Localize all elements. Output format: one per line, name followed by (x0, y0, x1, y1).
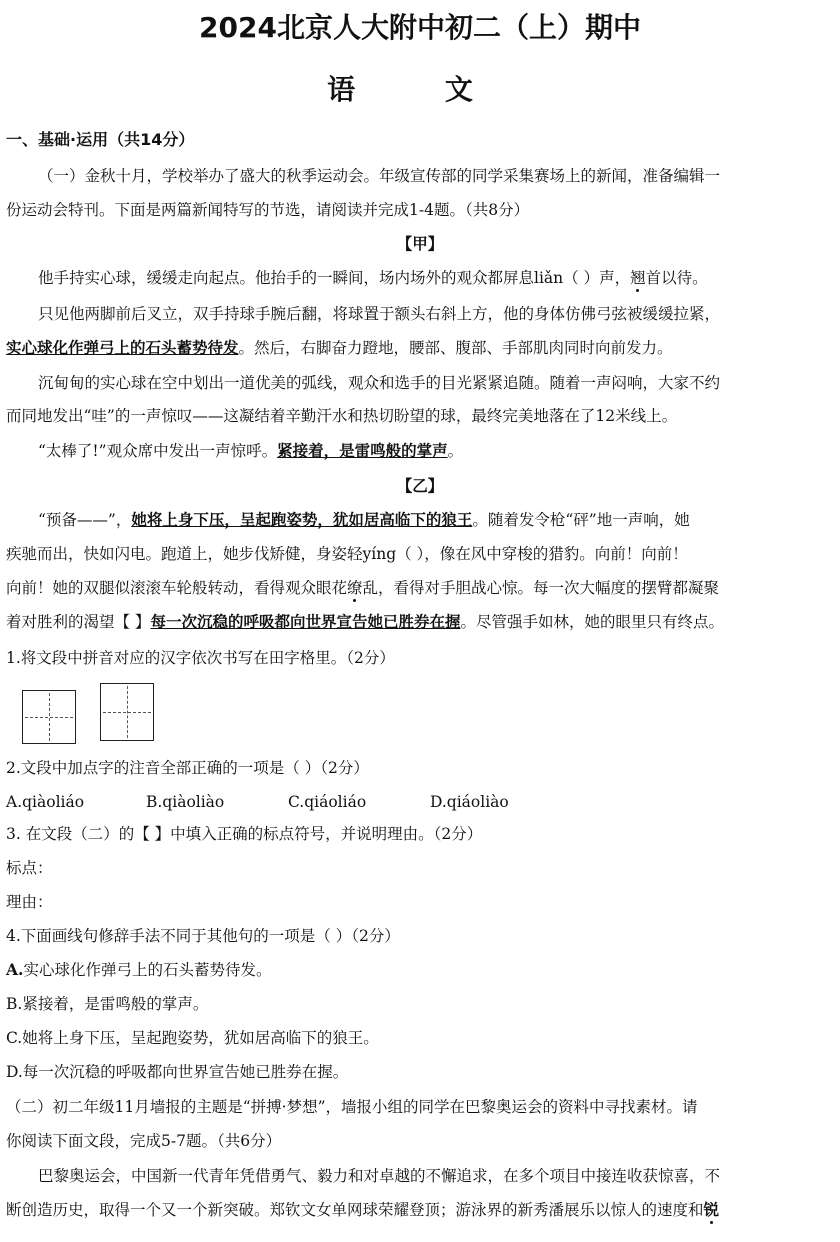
subject-title: 语 文 (327, 73, 513, 106)
passage-jia-line-2: 只见他两脚前后叉立，双手持球手腕后翻，将球置于额头右斜上方，他的身体仿佛弓弦被缓缓拉紧， (38, 305, 721, 323)
intro-line-4: 你阅读下面文段，完成5-7题。（共6分） (6, 1132, 282, 1150)
intro-line-2: 份运动会特刊。下面是两篇新闻特写的节选，请阅读并完成1-4题。（共8分） (6, 201, 530, 219)
passage-jia-line-4: 沉甸甸的实心球在空中划出一道优美的弧线，观众和选手的目光紧紧追随。随着一声闷响，大家不约 (38, 374, 721, 392)
writing-grid-2[interactable] (100, 683, 154, 741)
passage-label-jia: 【甲】 (396, 234, 444, 253)
passage-text: 。尽管强手如林，她的眼里只有终点。 (460, 613, 724, 631)
question-1: 1.将文段中拼音对应的汉字依次书写在田字格里。（2分） (6, 649, 395, 667)
passage-label-yi: 【乙】 (396, 476, 444, 495)
passage-text: 。 (447, 442, 464, 460)
passage-text: 。然后，右脚奋力蹬地，腰部、腹部、手部肌肉同时向前发力。 (238, 339, 673, 357)
passage-yi-line-1 (38, 510, 834, 530)
question-3-reason-label: 理由： (6, 893, 53, 911)
dotted-char: 翘 (630, 269, 646, 287)
option-text: 实心球化作弹弓上的石头蓄势待发。 (23, 961, 272, 979)
question-4-option-b[interactable]: B.紧接着，是雷鸣般的掌声。 (6, 995, 209, 1013)
option-a[interactable]: A.qiàoliáo (6, 793, 85, 811)
dotted-char: 锐 (703, 1200, 720, 1219)
question-4: 4.下面画线句修辞手法不同于其他句的一项是（ ）（2分） (6, 927, 400, 945)
grid-guide-v (127, 686, 128, 738)
dotted-char: 缭 (347, 579, 363, 597)
passage-text: 着对胜利的渴望【 】 (6, 613, 151, 631)
passage-text: 乱，看得对手胆战心惊。每一次大幅度的摆臂都凝聚 (362, 579, 720, 597)
question-4-option-a[interactable] (6, 960, 834, 980)
passage-text: 首以待。 (645, 269, 708, 287)
passage-text: 他手持实心球，缓缓走向起点。他抬手的一瞬间，场内场外的观众都屏息liǎn（ ）声， (38, 269, 631, 287)
question-4-option-c[interactable]: C.她将上身下压，呈起跑姿势，犹如居高临下的狼王。 (6, 1029, 379, 1047)
passage-jia-line-5: 而同地发出“哇”的一声惊叹——这凝结着辛勤汗水和热切盼望的球，最终完美地落在了12米线上。 (6, 407, 678, 425)
passage-text: “太棒了!”观众席中发出一声惊呼。 (38, 442, 278, 460)
passage-text: “预备——”， (38, 511, 132, 529)
section-heading-1: 一、基础·运用（共14分） (6, 130, 195, 149)
passage-2-line-2 (6, 1200, 834, 1220)
question-4-option-d[interactable]: D.每一次沉稳的呼吸都向世界宣告她已胜券在握。 (6, 1063, 349, 1081)
passage-text: 断创造历史，取得一个又一个新突破。郑钦文女单网球荣耀登顶；游泳界的新秀潘展乐以惊人的速度和 (6, 1201, 704, 1219)
question-3: 3. 在文段（二）的【 】中填入正确的标点符号，并说明理由。（2分） (6, 825, 483, 843)
option-b[interactable]: B.qiàoliào (146, 793, 225, 811)
passage-yi-line-4 (6, 612, 834, 632)
passage-jia-line-3 (6, 338, 834, 358)
intro-line-1: （一）金秋十月，学校举办了盛大的秋季运动会。年级宣传部的同学采集赛场上的新闻，准备编辑一 (38, 167, 721, 185)
passage-text: 。随着发令枪“砰”地一声响，她 (472, 511, 690, 529)
option-label: A. (6, 960, 24, 979)
option-d[interactable]: D.qiáoliào (430, 793, 509, 811)
question-2: 2.文段中加点字的注音全部正确的一项是（ ）（2分） (6, 759, 369, 777)
underlined-sentence-d: 每一次沉稳的呼吸都向世界宣告她已胜券在握 (150, 612, 461, 631)
writing-grid-1[interactable] (22, 690, 76, 744)
underlined-sentence-b: 紧接着，是雷鸣般的掌声 (277, 441, 448, 460)
passage-yi-line-3 (6, 578, 834, 598)
intro-line-3: （二）初二年级11月墙报的主题是“拼搏·梦想”，墙报小组的同学在巴黎奥运会的资料中寻找素材。请 (6, 1098, 698, 1116)
exam-title: 2024北京人大附中初二（上）期中 (199, 11, 641, 44)
passage-text: 向前！她的双腿似滚滚车轮般转动，看得观众眼花 (6, 579, 348, 597)
passage-2-line-1: 巴黎奥运会，中国新一代青年凭借勇气、毅力和对卓越的不懈追求，在多个项目中接连收获惊喜，不 (38, 1167, 721, 1185)
passage-yi-line-2: 疾驰而出，快如闪电。跑道上，她步伐矫健，身姿轻yíng（ ），像在风中穿梭的猎豹。向前！向前！ (6, 545, 688, 563)
option-c[interactable]: C.qiáoliáo (288, 793, 367, 811)
underlined-sentence-a: 实心球化作弹弓上的石头蓄势待发 (6, 338, 239, 357)
grid-guide-v (49, 693, 50, 741)
underlined-sentence-c: 她将上身下压，呈起跑姿势，犹如居高临下的狼王 (131, 510, 473, 529)
question-3-punct-label: 标点： (6, 859, 53, 877)
passage-jia-line-1 (38, 268, 834, 288)
passage-jia-line-6 (38, 441, 834, 461)
